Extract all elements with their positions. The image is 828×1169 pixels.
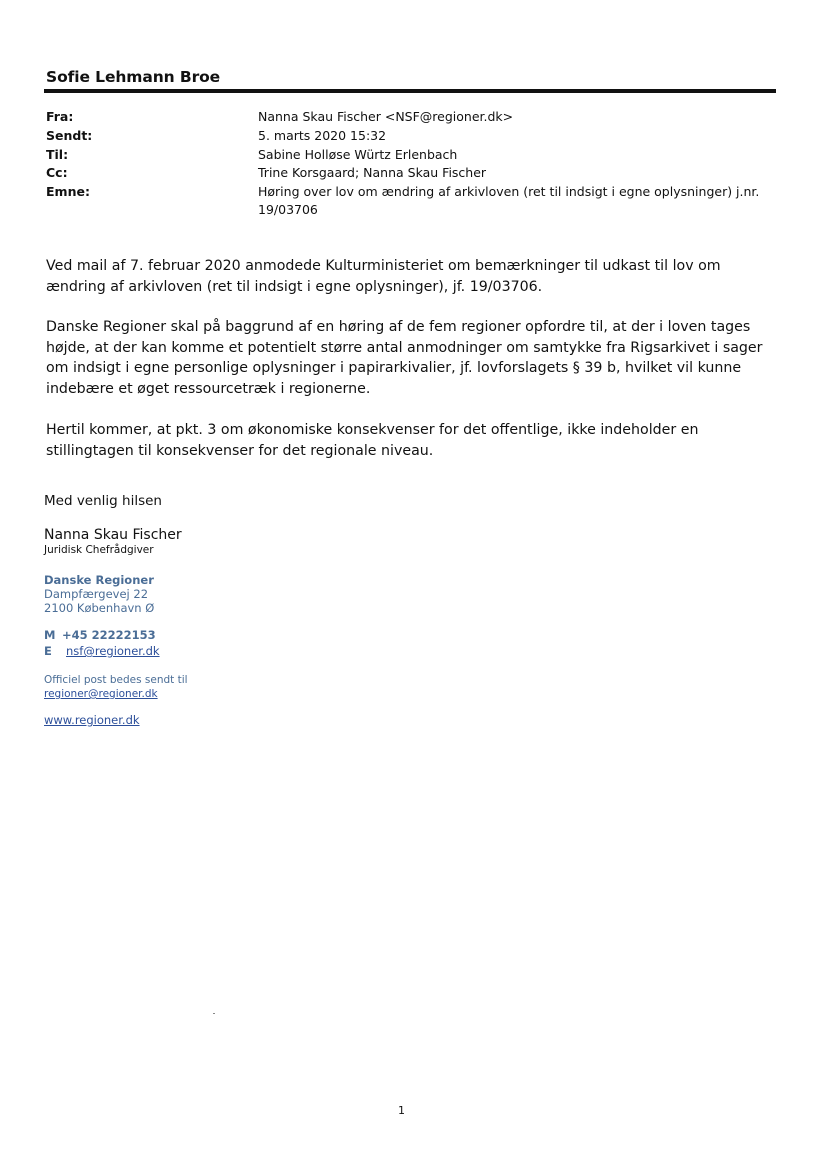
official-email-link[interactable]: regioner@regioner.dk xyxy=(44,688,158,700)
signature-org: Danske Regioner xyxy=(44,573,154,587)
official-mail-note: Officiel post bedes sendt til xyxy=(44,674,188,686)
signature-email-link[interactable]: nsf@regioner.dk xyxy=(66,644,160,658)
signature-phone: +45 22222153 xyxy=(62,628,156,642)
meta-value-cc: Trine Korsgaard; Nanna Skau Fischer xyxy=(258,165,487,180)
meta-value-from: Nanna Skau Fischer <NSF@regioner.dk> xyxy=(258,109,514,124)
meta-label-subject: Emne: xyxy=(46,184,90,199)
sender-name-header: Sofie Lehmann Broe xyxy=(46,68,221,86)
signature-address-line-2: 2100 København Ø xyxy=(44,601,155,615)
website-row xyxy=(44,714,140,727)
page-number: 1 xyxy=(398,1104,405,1117)
meta-value-sent: 5. marts 2020 15:32 xyxy=(258,128,387,143)
scan-speck xyxy=(213,1013,215,1014)
phone-label: M xyxy=(44,628,56,642)
meta-label-to: Til: xyxy=(46,147,69,162)
meta-label-from: Fra: xyxy=(46,109,74,124)
meta-label-cc: Cc: xyxy=(46,165,68,180)
signature-greeting: Med venlig hilsen xyxy=(44,493,162,509)
signature-phone-row xyxy=(44,627,156,643)
email-label: E xyxy=(44,644,52,658)
signature-title: Juridisk Chefrådgiver xyxy=(44,544,154,556)
header-divider xyxy=(44,89,776,93)
meta-label-sent: Sendt: xyxy=(46,128,93,143)
signature-name: Nanna Skau Fischer xyxy=(44,527,182,543)
meta-value-subject: Høring over lov om ændring af arkivloven (ret til indsigt i egne oplysninger) j.nr. 19/03706 xyxy=(258,184,760,217)
website-link[interactable]: www.regioner.dk xyxy=(44,713,140,727)
body-paragraph-2: Danske Regioner skal på baggrund af en høring af de fem regioner opfordre til, at der i loven tages højde, at der kan komme et potentielt større antal anmodninger om samtykke fra Rigsarkivet i sager om indsigt i egne personlige oplysninger i papirarkivalier, jf. lovforslagets § 39 b, hvilket vil kunne indebære et øget ressourcetræk i regionerne. xyxy=(46,319,763,397)
signature-address-line-1: Dampfærgevej 22 xyxy=(44,587,149,601)
body-paragraph-1: Ved mail af 7. februar 2020 anmodede Kulturministeriet om bemærkninger til udkast til lov om ændring af arkivloven (ret til indsigt i egne oplysninger), jf. 19/03706. xyxy=(46,258,721,295)
signature-email-row xyxy=(44,643,160,659)
body-paragraph-3: Hertil kommer, at pkt. 3 om økonomiske konsekvenser for det offentlige, ikke indeholder en stillingtagen til konsekvenser for det regionale niveau. xyxy=(46,422,699,459)
meta-value-to: Sabine Holløse Würtz Erlenbach xyxy=(258,147,458,162)
official-email-row xyxy=(44,688,158,701)
